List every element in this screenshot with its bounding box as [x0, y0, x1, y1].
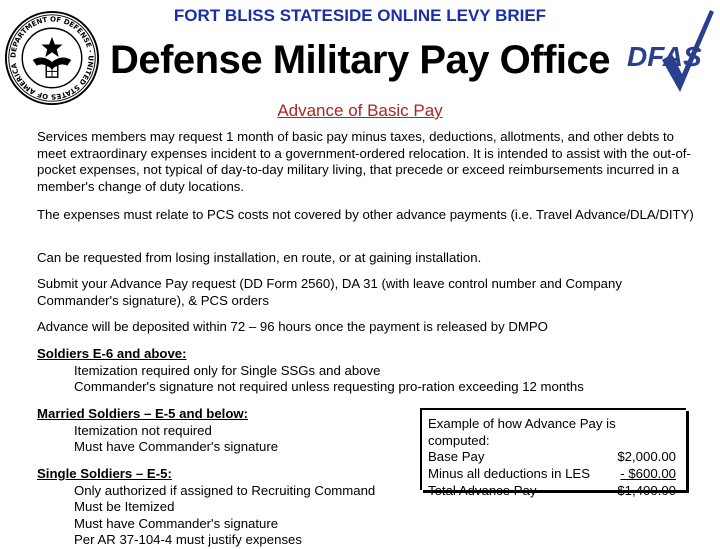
subtitle: Advance of Basic Pay: [277, 101, 443, 120]
group-heading: Single Soldiers – E-5:: [37, 466, 172, 481]
example-label: Base Pay: [428, 449, 485, 464]
paragraph-submit: Submit your Advance Pay request (DD Form 2560), DA 31 (with leave control number and Company Commander's signature), & PCS orders: [37, 276, 622, 308]
example-amount: $1,400.00: [617, 483, 676, 498]
dod-seal-logo: [4, 10, 100, 106]
group-single-e5: [37, 466, 417, 549]
group-married-e5-below: [37, 406, 417, 456]
group-item: Itemization required only for Single SSGs and above: [74, 362, 381, 378]
group-item: Must have Commander's signature: [74, 515, 279, 531]
advance-pay-example-box: [420, 408, 686, 498]
seal-text: DEPARTMENT OF DEFENSE · UNITED STATES OF AMERICA: [9, 15, 95, 101]
paragraph-expenses: The expenses must relate to PCS costs not covered by other advance payments (i.e. Travel Advance/DLA/DITY): [37, 207, 694, 222]
example-intro: Example of how Advance Pay is computed:: [428, 416, 616, 448]
group-item: Only authorized if assigned to Recruiting Command: [74, 482, 376, 498]
group-heading: Soldiers E-6 and above:: [37, 346, 187, 361]
paragraph-deposit: Advance will be deposited within 72 – 96 hours once the payment is released by DMPO: [37, 319, 548, 334]
group-item: Must have Commander's signature: [74, 439, 279, 454]
paragraph-where-to-request: Can be requested from losing installation, en route, or at gaining installation.: [37, 250, 482, 265]
group-item: Commander's signature not required unless requesting pro-ration exceeding 12 months: [74, 379, 584, 394]
main-title: Defense Military Pay Office: [109, 38, 611, 82]
group-item: Per AR 37-104-4 must justify expenses: [74, 532, 302, 547]
example-amount: $2,000.00: [617, 449, 676, 464]
example-row-deductions: [428, 466, 686, 483]
dfas-logo: [624, 2, 718, 98]
example-label: Total Advance Pay: [428, 483, 537, 498]
example-row-total: [428, 483, 686, 500]
group-e6-and-above: [37, 346, 697, 396]
example-row-base-pay: [428, 449, 686, 466]
top-title: FORT BLISS STATESIDE ONLINE LEVY BRIEF: [173, 6, 547, 25]
paragraph-description: Services members may request 1 month of basic pay minus taxes, deductions, allotments, and other debts to meet extraordinary expenses incident to a government-ordered relocation. It is intended to assist with the out-of-pocket expenses, not typical of day-to-day military living, that precede or exceed reimbursements incurred in a member's change of duty locations.: [37, 129, 691, 194]
group-heading: Married Soldiers – E-5 and below:: [37, 406, 249, 421]
example-label: Minus all deductions in LES: [428, 466, 591, 481]
dfas-logo-text: DFAS: [627, 41, 702, 72]
group-item: Must be Itemized: [74, 499, 175, 514]
example-amount: - $600.00: [620, 466, 676, 481]
group-item: Itemization not required: [74, 422, 212, 438]
